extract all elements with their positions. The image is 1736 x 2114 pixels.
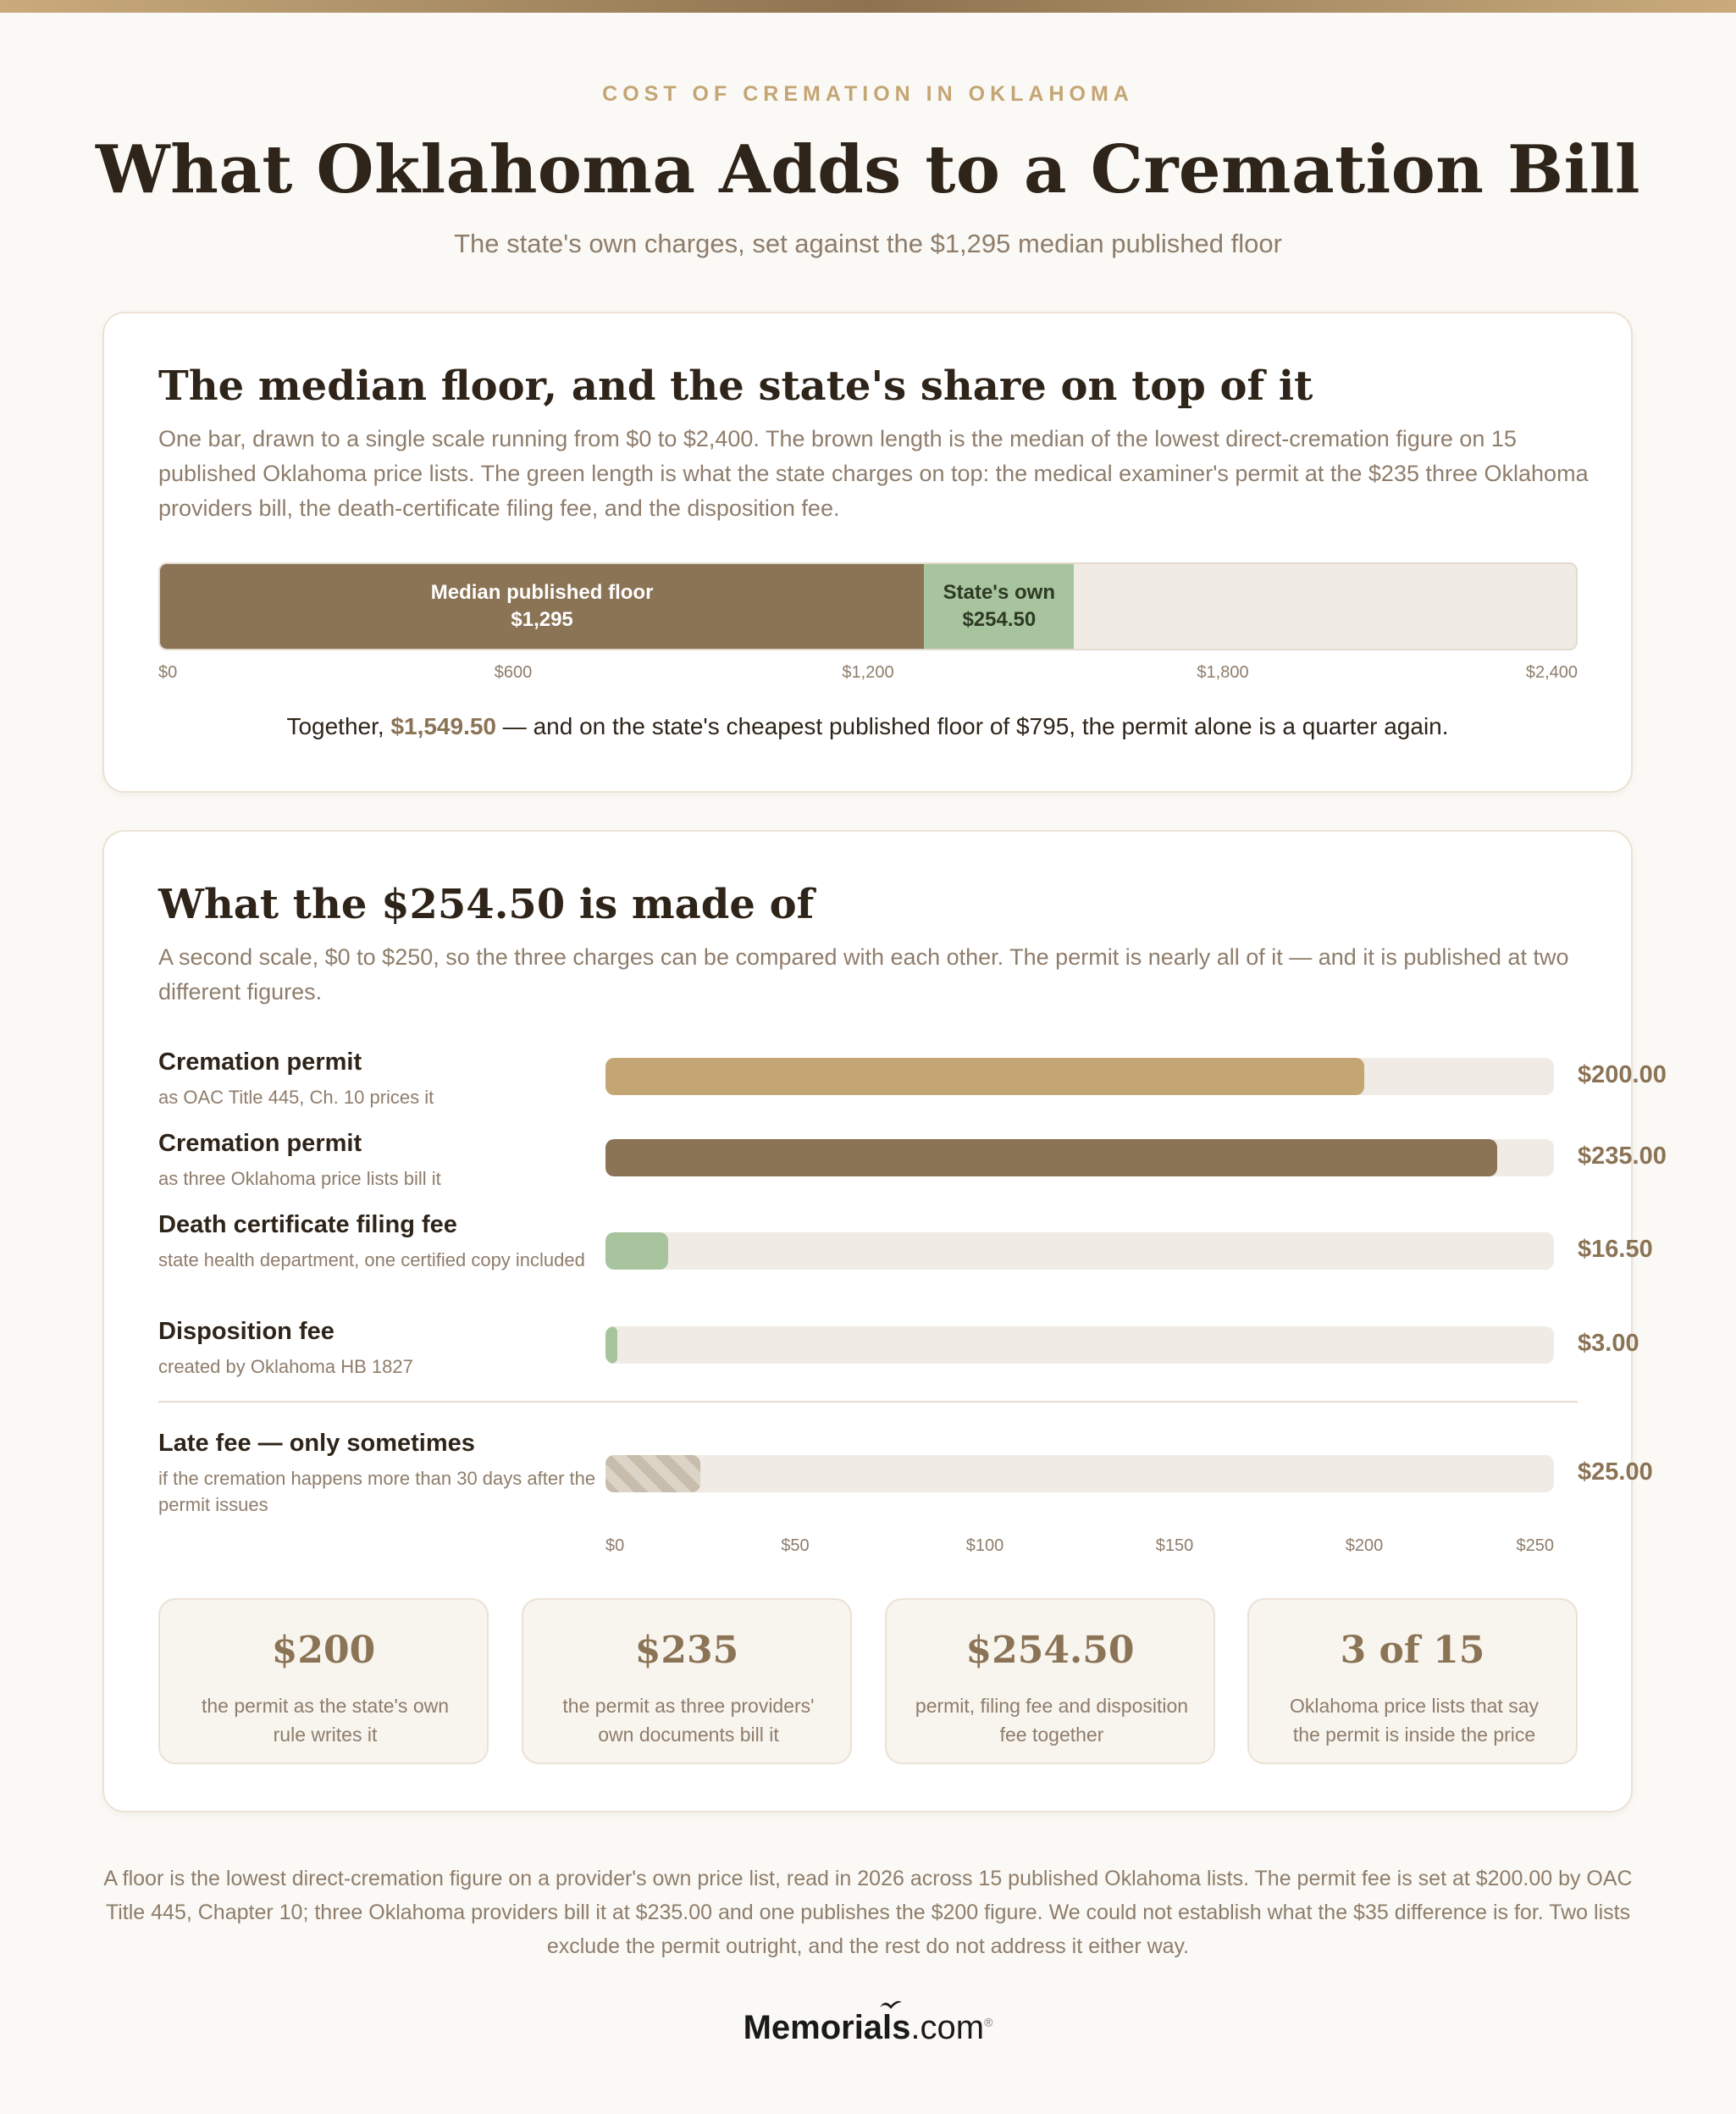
together-summary	[104, 713, 1631, 740]
segment-name: Median published floor	[430, 581, 654, 604]
methodology-footnote: A floor is the lowest direct-cremation figure on a provider's own price list, read in 2026 across 15 published Oklahoma lists. The permit fee is set at $200.00 by OAC Title 445, Chapter 10; three Oklahoma providers bill it at $235.00 and one publishes the $200 figure. We could not establish what the $35 difference is for. Two lists exclude the permit outright, and the rest do not address it either way.	[103, 1867, 1633, 1958]
axis-tick-label: $100	[965, 1536, 1004, 1555]
stat-number: $254.50	[965, 1629, 1135, 1672]
stat-caption: the permit as three providers' own documents bill it	[562, 1695, 815, 1746]
top-accent-band	[0, 0, 1736, 13]
row-value-label: $16.50	[1578, 1236, 1653, 1263]
stat-card	[158, 1598, 489, 1764]
stat-card	[1247, 1598, 1578, 1764]
axis-tick-label: $2,400	[1525, 663, 1578, 682]
row-title: Death certificate filing fee	[158, 1211, 457, 1238]
row-bar-track	[605, 1326, 1554, 1364]
together-prefix: Together,	[286, 713, 391, 739]
together-value: $1,549.50	[390, 713, 497, 739]
row-title: Cremation permit	[158, 1130, 362, 1157]
row-bar	[605, 1139, 1497, 1176]
axis-tick-label: $0	[158, 663, 178, 682]
row-value-label: $25.00	[1578, 1458, 1653, 1486]
row-bar	[605, 1232, 668, 1270]
row-title: Cremation permit	[158, 1049, 362, 1076]
axis-tick-label: $600	[494, 663, 533, 682]
stat-number: $200	[271, 1629, 376, 1672]
row-subtitle: created by Oklahoma HB 1827	[158, 1356, 413, 1377]
row-title: Late fee — only sometimes	[158, 1430, 475, 1457]
stat-number: 3 of 15	[1340, 1629, 1485, 1672]
card2-heading: What the $254.50 is made of	[158, 881, 815, 928]
row-bar-track	[605, 1139, 1554, 1176]
stat-caption: the permit as the state's own rule writes it	[201, 1695, 450, 1746]
breakdown-card	[102, 830, 1667, 1812]
axis-tick-label: $0	[605, 1536, 625, 1555]
segment-name: State's own	[943, 581, 1056, 604]
axis-tick-label: $1,200	[842, 663, 894, 682]
segment-value: $1,295	[511, 608, 573, 631]
row-bar-track	[605, 1058, 1554, 1095]
row-bar-track	[605, 1232, 1554, 1270]
axis-tick-label: $1,800	[1197, 663, 1249, 682]
stacked-bar-track	[158, 562, 1578, 650]
segment-label	[160, 579, 924, 634]
row-subtitle: state health department, one certified copy included	[158, 1249, 585, 1270]
stat-card	[522, 1598, 852, 1764]
card1-heading: The median floor, and the state's share on top of it	[158, 362, 1313, 410]
stat-caption: Oklahoma price lists that say the permit is inside the price	[1289, 1695, 1539, 1746]
axis-tick-label: $150	[1155, 1536, 1194, 1555]
axis-tick-label: $50	[781, 1536, 810, 1555]
row-subtitle: as OAC Title 445, Ch. 10 prices it	[158, 1087, 434, 1108]
median-floor-card	[102, 312, 1633, 793]
logo-registered: ®	[984, 2015, 993, 2029]
row-bar-track	[605, 1455, 1554, 1492]
stat-card	[885, 1598, 1215, 1764]
row-bar	[605, 1455, 700, 1492]
page-subtitle: The state's own charges, set against the $1,295 median published floor	[454, 229, 1282, 258]
row-subtitle: if the cremation happens more than 30 days after the permit issues	[158, 1468, 596, 1515]
page-title: What Oklahoma Adds to a Cremation Bill	[96, 131, 1640, 208]
segment-value: $254.50	[962, 608, 1037, 631]
logo-tld: .com	[910, 2009, 985, 2046]
card1-description: One bar, drawn to a single scale running from $0 to $2,400. The brown length is the median of the lowest direct-cremation figure on 15 published Oklahoma price lists. The green length is what the state charges on top: the medical examiner's permit at the $235 three Oklahoma providers bill, the death-certificate filing fee, and the disposition fee.	[158, 426, 1589, 521]
together-suffix: — and on the state's cheapest published floor of $795, the permit alone is a quarter again.	[496, 713, 1449, 739]
logo-brand: Memorials	[743, 2009, 911, 2046]
median-floor-segment	[160, 564, 924, 649]
row-title: Disposition fee	[158, 1318, 334, 1345]
eyebrow: COST OF CREMATION IN OKLAHOMA	[602, 82, 1134, 106]
row-bar	[605, 1326, 617, 1364]
segment-label	[924, 579, 1074, 634]
row-bar	[605, 1058, 1364, 1095]
memorials-logo[interactable]	[0, 2009, 1736, 2047]
row-value-label: $235.00	[1578, 1143, 1667, 1170]
axis-tick-label: $250	[1516, 1536, 1554, 1555]
axis-tick-label: $200	[1345, 1536, 1384, 1555]
row-subtitle: as three Oklahoma price lists bill it	[158, 1168, 441, 1189]
stat-caption: permit, filing fee and disposition fee together	[915, 1695, 1189, 1746]
bird-icon	[878, 1997, 904, 2012]
row-value-label: $200.00	[1578, 1061, 1667, 1088]
state-charges-segment	[924, 564, 1074, 649]
card2-description: A second scale, $0 to $250, so the three charges can be compared with each other. The permit is nearly all of it — and it is published at two different figures.	[158, 944, 1569, 1004]
row-value-label: $3.00	[1578, 1330, 1639, 1357]
row-divider	[158, 1401, 1578, 1403]
stat-number: $235	[634, 1629, 739, 1672]
